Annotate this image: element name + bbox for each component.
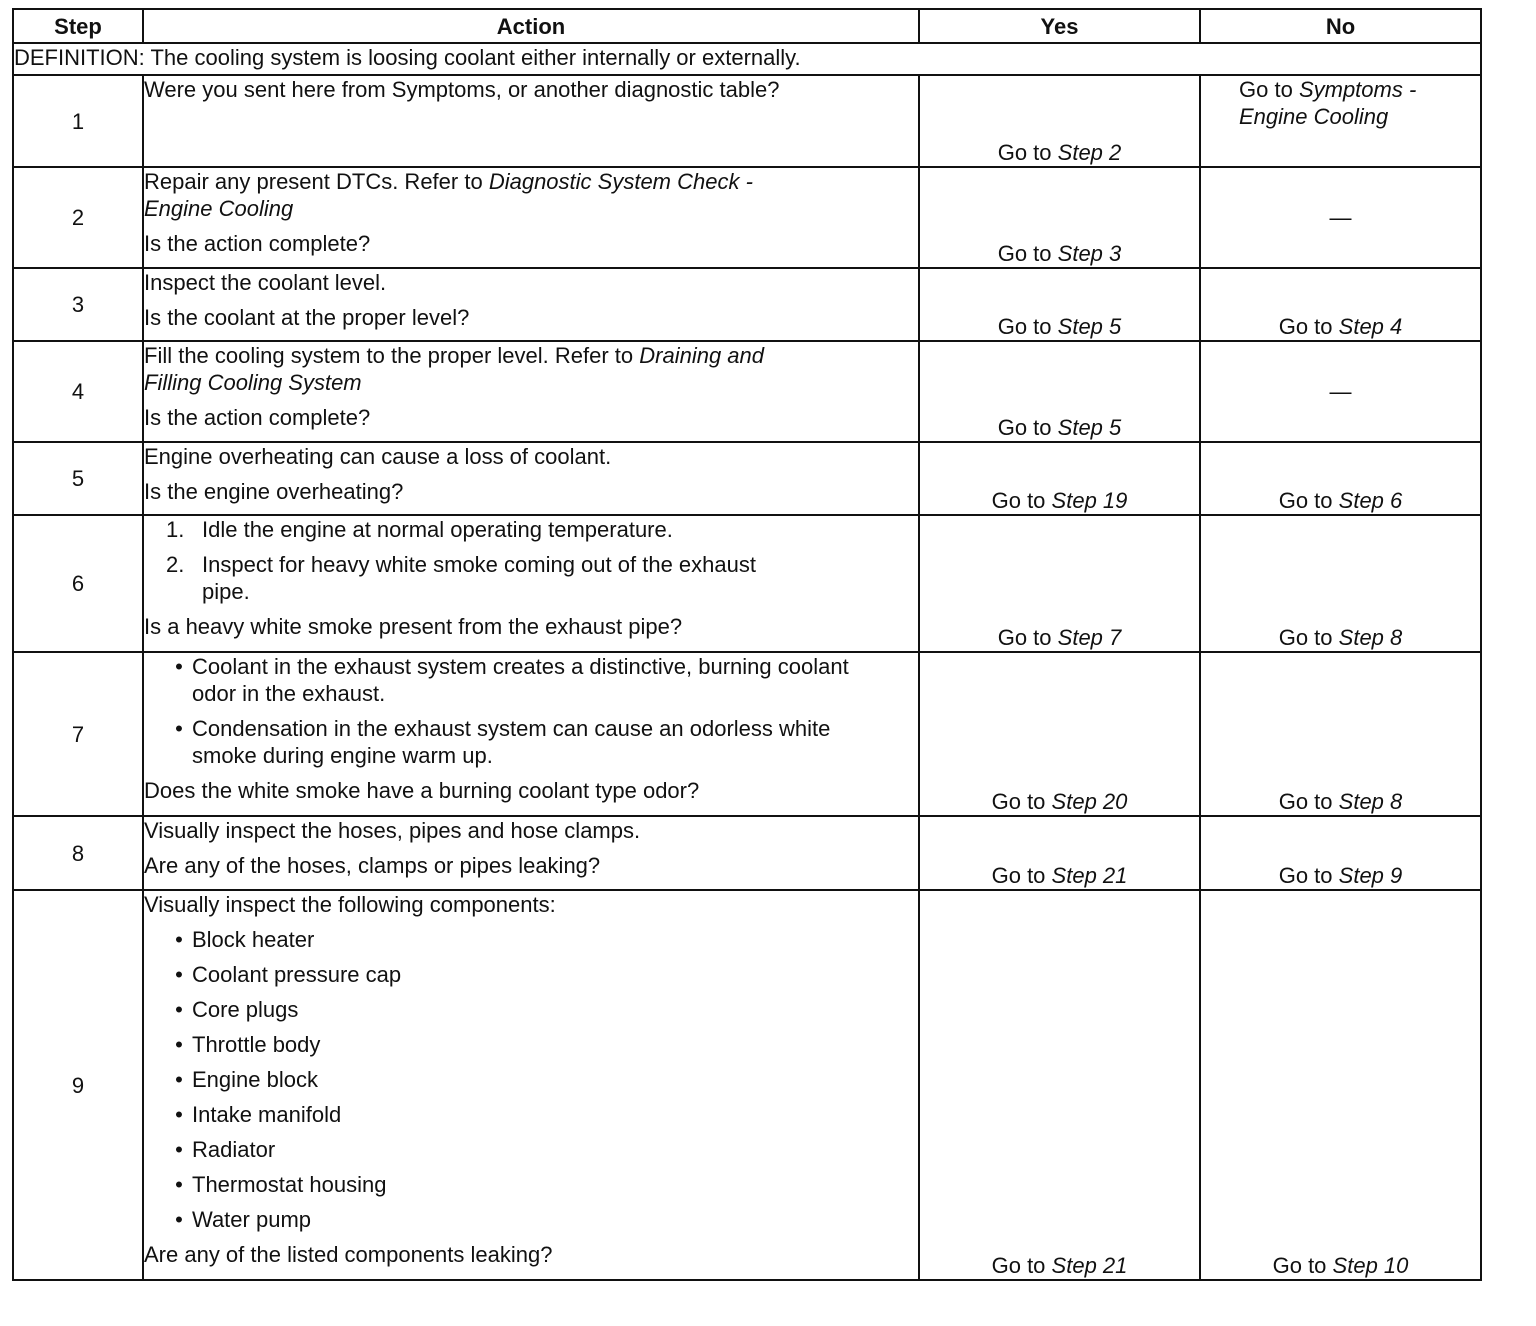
table-row — [13, 442, 1481, 515]
yes-step-ref[interactable]: Step 3 — [1057, 241, 1122, 266]
definition-text: DEFINITION: The cooling system is loosing coolant either internally or externally. — [13, 43, 1481, 75]
action-cell — [143, 442, 919, 515]
action-cell — [143, 268, 919, 341]
table-row — [13, 816, 1481, 890]
no-step-ref[interactable]: Step 9 — [1338, 863, 1403, 888]
header-action: Action — [143, 9, 919, 43]
list-item: • Engine block — [175, 1067, 318, 1092]
action-question: Is the engine overheating? — [144, 479, 404, 504]
list-item: • Throttle body — [175, 1032, 321, 1057]
action-text: Inspect the coolant level. — [144, 270, 387, 295]
action-cell — [143, 515, 919, 652]
action-cell — [143, 890, 919, 1280]
no-step-ref[interactable]: Step 8 — [1338, 625, 1403, 650]
action-question: Are any of the hoses, clamps or pipes leaking? — [144, 853, 601, 878]
step-number: 6 — [13, 515, 143, 652]
no-cell: Go to Step 8 — [1200, 652, 1481, 816]
table-row — [13, 75, 1481, 167]
step-number: 2 — [13, 167, 143, 268]
numbered-item: 2. Inspect for heavy white smoke coming out of the exhaust pipe. — [166, 552, 756, 604]
no-cell: Go to Symptoms - Engine Cooling — [1200, 75, 1481, 167]
bullet-item: • Coolant in the exhaust system creates a distinctive, burning coolant odor in the exhaust. — [175, 654, 849, 706]
yes-step-ref[interactable]: Step 2 — [1057, 140, 1122, 165]
yes-step-ref[interactable]: Step 5 — [1057, 415, 1122, 440]
action-question: Were you sent here from Symptoms, or another diagnostic table? — [144, 77, 780, 102]
step-number: 9 — [13, 890, 143, 1280]
table-row — [13, 515, 1481, 652]
yes-cell: Go to Step 2 — [919, 75, 1200, 167]
yes-cell: Go to Step 5 — [919, 268, 1200, 341]
action-cell — [143, 167, 919, 268]
action-cell — [143, 75, 919, 167]
list-item: • Core plugs — [175, 997, 299, 1022]
bullet-item: • Condensation in the exhaust system can cause an odorless white smoke during engine warm up. — [175, 716, 831, 768]
header-yes: Yes — [919, 9, 1200, 43]
reference-link-cont[interactable]: Filling Cooling System — [144, 370, 362, 395]
no-step-ref[interactable]: Step 8 — [1338, 789, 1403, 814]
header-step: Step — [13, 9, 143, 43]
no-step-ref[interactable]: Step 4 — [1338, 314, 1403, 339]
numbered-item: 1. Idle the engine at normal operating temperature. — [166, 517, 673, 542]
definition-row — [13, 43, 1481, 75]
no-cell: Go to Step 8 — [1200, 515, 1481, 652]
no-cell: — — [1200, 341, 1481, 442]
no-step-ref[interactable]: Symptoms - — [1298, 77, 1417, 102]
no-cell: — — [1200, 167, 1481, 268]
yes-step-ref[interactable]: Step 19 — [1051, 488, 1128, 513]
table-row — [13, 890, 1481, 1280]
step-number: 7 — [13, 652, 143, 816]
list-item: • Thermostat housing — [175, 1172, 387, 1197]
reference-link[interactable]: Draining and — [639, 343, 764, 368]
step-number: 1 — [13, 75, 143, 167]
no-step-ref[interactable]: Step 10 — [1332, 1253, 1409, 1278]
action-text: Visually inspect the following components: — [144, 892, 556, 917]
action-question: Is a heavy white smoke present from the exhaust pipe? — [144, 614, 683, 639]
yes-cell: Go to Step 21 — [919, 890, 1200, 1280]
action-cell — [143, 816, 919, 890]
yes-cell: Go to Step 7 — [919, 515, 1200, 652]
action-text: Repair any present DTCs. Refer to Diagnostic System Check - Engine Cooling — [144, 169, 753, 221]
action-cell — [143, 341, 919, 442]
list-item: • Water pump — [175, 1207, 312, 1232]
no-cell: Go to Step 10 — [1200, 890, 1481, 1280]
table-row — [13, 652, 1481, 816]
action-cell — [143, 652, 919, 816]
step-number: 4 — [13, 341, 143, 442]
yes-cell: Go to Step 3 — [919, 167, 1200, 268]
no-cell: Go to Step 6 — [1200, 442, 1481, 515]
step-number: 3 — [13, 268, 143, 341]
yes-cell: Go to Step 5 — [919, 341, 1200, 442]
list-item: • Radiator — [175, 1137, 276, 1162]
reference-link-cont[interactable]: Engine Cooling — [144, 196, 294, 221]
action-question: Does the white smoke have a burning coolant type odor? — [144, 778, 700, 803]
no-step-ref[interactable]: Step 6 — [1338, 488, 1403, 513]
header-row — [13, 9, 1481, 43]
action-question: Is the action complete? — [144, 231, 371, 256]
yes-cell: Go to Step 19 — [919, 442, 1200, 515]
yes-step-ref[interactable]: Step 21 — [1051, 863, 1128, 888]
table-row — [13, 268, 1481, 341]
yes-step-ref[interactable]: Step 7 — [1057, 625, 1122, 650]
action-text: Fill the cooling system to the proper level. Refer to Draining and Filling Cooling System — [144, 343, 764, 395]
list-item: • Coolant pressure cap — [175, 962, 402, 987]
step-number: 5 — [13, 442, 143, 515]
table-row — [13, 167, 1481, 268]
action-question: Is the coolant at the proper level? — [144, 305, 470, 330]
no-step-ref-cont[interactable]: Engine Cooling — [1239, 104, 1389, 129]
yes-step-ref[interactable]: Step 20 — [1051, 789, 1128, 814]
yes-step-ref[interactable]: Step 5 — [1057, 314, 1122, 339]
table-row — [13, 341, 1481, 442]
yes-step-ref[interactable]: Step 21 — [1051, 1253, 1128, 1278]
no-cell: Go to Step 9 — [1200, 816, 1481, 890]
yes-cell: Go to Step 20 — [919, 652, 1200, 816]
list-item: • Block heater — [175, 927, 315, 952]
action-question: Are any of the listed components leaking? — [144, 1242, 553, 1267]
diagnostic-table — [12, 8, 1482, 1281]
list-item: • Intake manifold — [175, 1102, 342, 1127]
reference-link[interactable]: Diagnostic System Check - — [488, 169, 753, 194]
action-text: Visually inspect the hoses, pipes and hose clamps. — [144, 818, 641, 843]
header-no: No — [1200, 9, 1481, 43]
action-question: Is the action complete? — [144, 405, 371, 430]
yes-cell: Go to Step 21 — [919, 816, 1200, 890]
no-cell: Go to Step 4 — [1200, 268, 1481, 341]
action-text: Engine overheating can cause a loss of coolant. — [144, 444, 612, 469]
step-number: 8 — [13, 816, 143, 890]
